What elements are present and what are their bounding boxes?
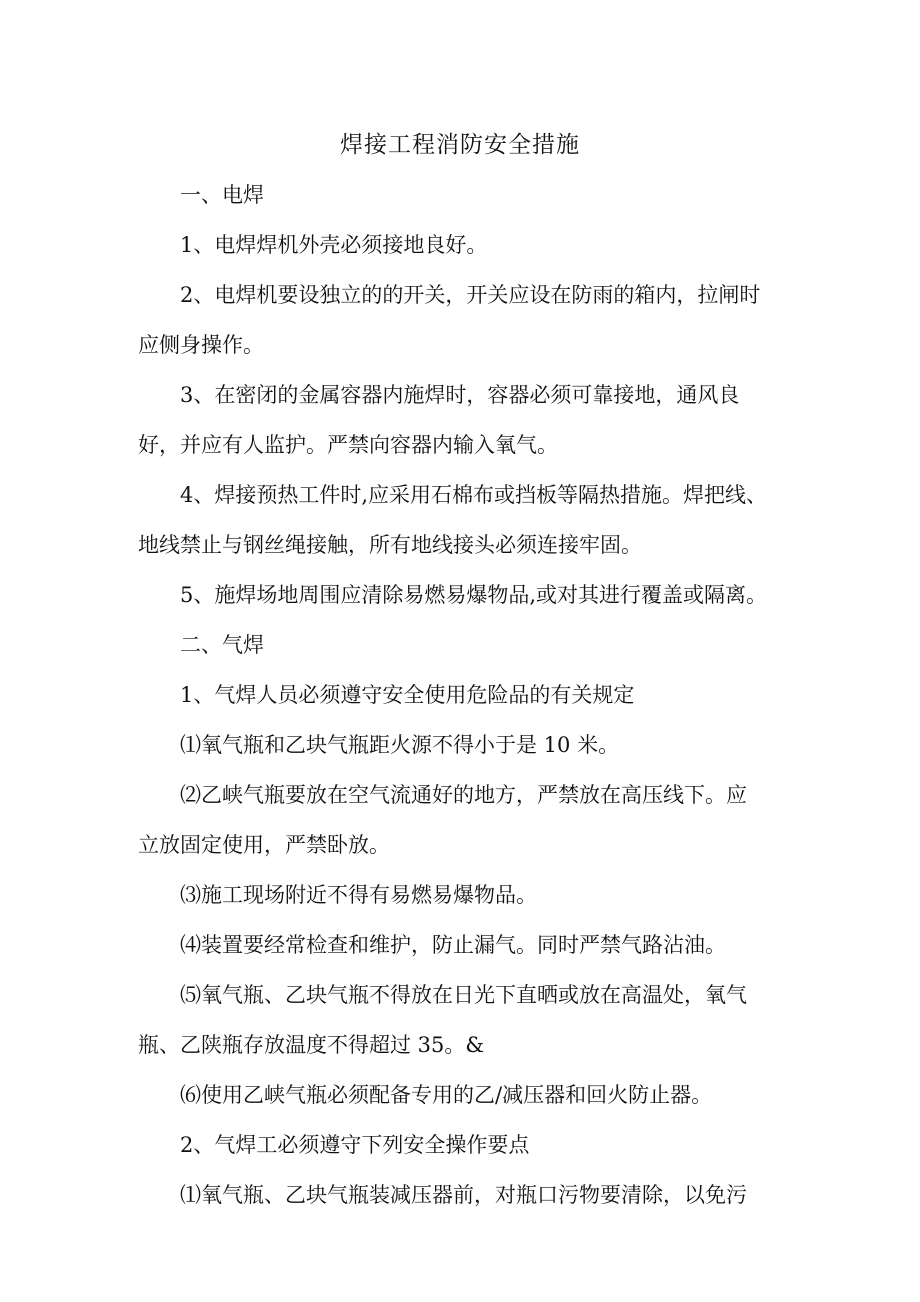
paragraph-6 [138, 578, 798, 612]
paragraph-continuation: 立放固定使用，严禁卧放。 [138, 833, 390, 857]
paragraph-15 [138, 1128, 798, 1162]
paragraph-14 [138, 1078, 798, 1112]
paragraph-text: 5、施焊场地周围应清除易燃易爆物品,或对其进行覆盖或隔离。 [180, 583, 768, 607]
paragraph-2 [138, 228, 798, 262]
paragraph-text: ⑵乙峡气瓶要放在空气流通好的地方，严禁放在高压线下。应 [180, 783, 747, 807]
paragraph-11 [138, 878, 798, 912]
paragraph-text: 二、气焊 [180, 633, 264, 657]
paragraph-4 [138, 378, 798, 462]
paragraph-3 [138, 278, 798, 362]
paragraph-text: 4、焊接预热工件时,应采用石棉布或挡板等隔热措施。焊把线、 [180, 483, 768, 507]
paragraph-13 [138, 978, 798, 1062]
paragraph-text: ⑷装置要经常检查和维护，防止漏气。同时严禁气路沾油。 [180, 933, 726, 957]
paragraph-10 [138, 778, 798, 862]
paragraph-continuation: 地线禁止与钢丝绳接触，所有地线接头必须连接牢固。 [138, 533, 642, 557]
document-body [138, 178, 798, 1212]
paragraph-text: 2、电焊机要设独立的的开关，开关应设在防雨的箱内，拉闸时 [180, 283, 761, 307]
paragraph-text: 1、气焊人员必须遵守安全使用危险品的有关规定 [180, 683, 635, 707]
paragraph-7 [138, 628, 798, 662]
paragraph-text: ⑴氧气瓶和乙块气瓶距火源不得小于是 10 米。 [180, 733, 620, 757]
paragraph-text: ⑶施工现场附近不得有易燃易爆物品。 [180, 883, 537, 907]
paragraph-continuation: 好，并应有人监护。严禁向容器内输入氧气。 [138, 433, 558, 457]
paragraph-continuation: 应侧身操作。 [138, 333, 264, 357]
paragraph-continuation: 瓶、乙陕瓶存放温度不得超过 35。& [138, 1033, 485, 1057]
paragraph-text: 1、电焊焊机外壳必须接地良好。 [180, 233, 488, 257]
paragraph-text: ⑸氧气瓶、乙块气瓶不得放在日光下直晒或放在高温处，氧气 [180, 983, 747, 1007]
paragraph-text: 2、气焊工必须遵守下列安全操作要点 [180, 1133, 530, 1157]
paragraph-12 [138, 928, 798, 962]
paragraph-text: ⑴氧气瓶、乙块气瓶装减压器前，对瓶口污物要清除，以免污 [180, 1183, 747, 1207]
paragraph-5 [138, 478, 798, 562]
paragraph-8 [138, 678, 798, 712]
paragraph-text: 3、在密闭的金属容器内施焊时，容器必须可靠接地，通风良 [180, 383, 740, 407]
paragraph-9 [138, 728, 798, 762]
paragraph-text: 一、电焊 [180, 183, 264, 207]
paragraph-1 [138, 178, 798, 212]
paragraph-16 [138, 1178, 798, 1212]
paragraph-text: ⑹使用乙峡气瓶必须配备专用的乙/减压器和回火防止器。 [180, 1083, 713, 1107]
document-title: 焊接工程消防安全措施 [340, 132, 580, 158]
